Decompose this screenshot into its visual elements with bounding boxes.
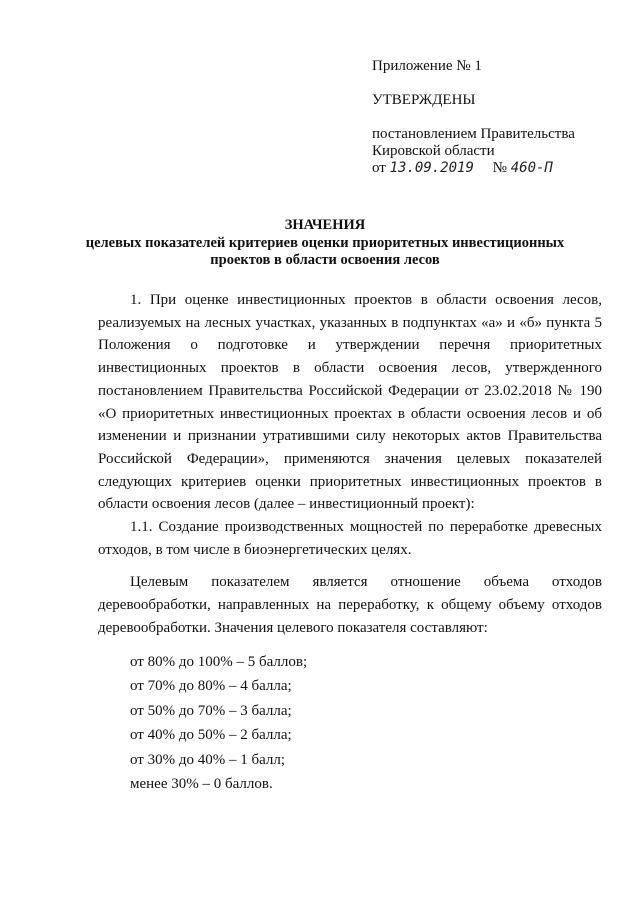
appendix-label: Приложение № 1 <box>372 58 482 74</box>
score-list <box>98 650 602 797</box>
decree-line-2: Кировской области <box>372 143 495 159</box>
list-item: от 80% до 100% – 5 баллов; <box>130 653 308 670</box>
from-label: от <box>372 160 386 176</box>
decree-date-number-line <box>372 160 622 177</box>
list-item: от 50% до 70% – 3 балла; <box>130 702 292 719</box>
list-item: от 40% до 50% – 2 балла; <box>130 727 292 744</box>
title-main: ЗНАЧЕНИЯ <box>284 217 366 233</box>
paragraph-1: 1. При оценке инвестиционных проектов в области освоения лесов, реализуемых на лесных участках, указанных в подпунктах «а» и «б» пункта 5 Положения о подготовке и утверждении перечня приоритетных инвестиционных проектов в области освоения лесов, утвержденного постановлением Правительства Российской Федерации от 23.02.2018 № 190 «О приоритетных инвестиционных проектах в области освоения лесов и об изменении и признании утратившими силу некоторых актов Правительства Российской Федерации», применяются значения целевых показателей следующих критериев оценки приоритетных инвестиционных проектов в области освоения лесов (далее – инвестиционный проект): <box>98 292 602 513</box>
approval-block <box>372 58 622 177</box>
list-item: от 30% до 40% – 1 балл; <box>130 751 286 768</box>
document-body <box>98 289 602 797</box>
paragraph-1-1: 1.1. Создание производственных мощностей по переработке древесных отходов, в том числе в биоэнергетических целях. <box>98 519 602 558</box>
approved-label: УТВЕРЖДЕНЫ <box>372 92 476 108</box>
title-line-2: проектов в области освоения лесов <box>210 252 440 268</box>
paragraph-target-indicator: Целевым показателем является отношение объема отходов деревообработки, направленных на переработку, к общему объему отходов деревообработки. Значения целевого показателя составляют: <box>98 574 602 636</box>
decree-line-1: постановлением Правительства <box>372 126 575 142</box>
handwritten-date: 13.09.2019 <box>389 160 474 176</box>
list-item: менее 30% – 0 баллов. <box>130 776 273 793</box>
handwritten-number: 460-П <box>510 160 553 176</box>
number-label: № <box>492 160 507 176</box>
document-title <box>60 217 590 270</box>
list-item: от 70% до 80% – 4 балла; <box>130 678 292 695</box>
title-line-1: целевых показателей критериев оценки приоритетных инвестиционных <box>85 234 565 251</box>
